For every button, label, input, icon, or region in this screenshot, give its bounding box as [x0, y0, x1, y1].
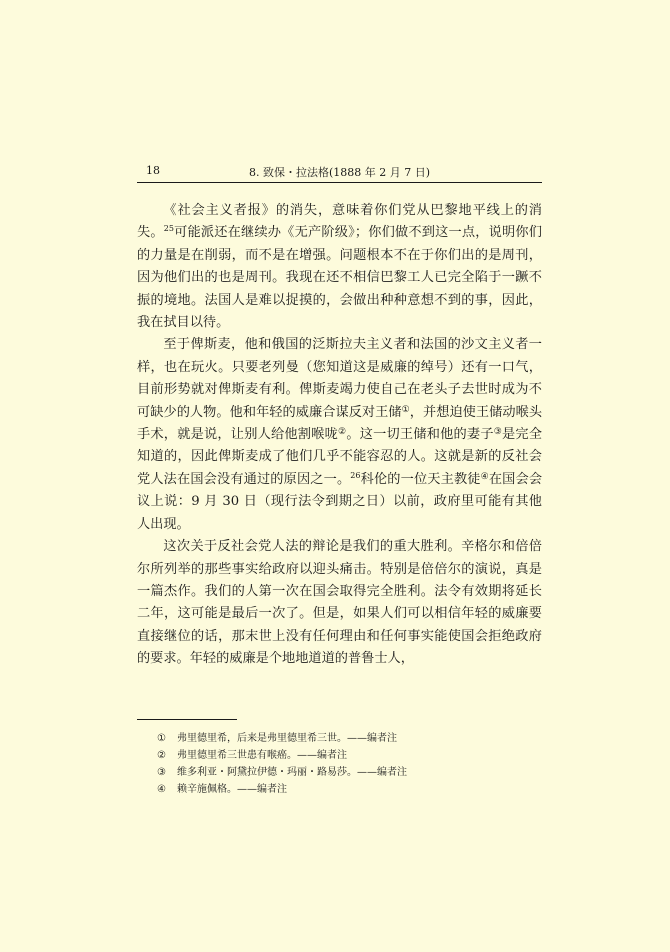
page-number: 18	[146, 164, 160, 177]
text-run: 《社会主义者报》的消失，意味着你们党从巴黎地平线上的消失。	[137, 203, 542, 241]
footnote-mark: ①	[157, 733, 166, 744]
footnotes	[157, 730, 537, 798]
body-paragraph	[137, 536, 542, 670]
footnote-ref: ③	[493, 427, 503, 438]
footnote-item	[157, 730, 537, 747]
footnote-text: 弗里德里希，后来是弗里德里希三世。——编者注	[177, 733, 397, 744]
text-run: 这次关于反社会党人法的辩论是我们的重大胜利。辛格尔和倍倍尔所列举的那些事实给政府以迎头痛击。特别是倍倍尔的演说，真是一篇杰作。我们的人第一次在国会取得完全胜利。法令有效期将延长二年，这可能是最后一次了。但是，如果人们可以相信年轻的威廉要直接继位的话，那末世上没有任何理由和任何事实能使国会拒绝政府的要求。年轻的威廉是个地地道道的普鲁士人，	[137, 539, 542, 667]
footnote-text: 弗里德里希三世患有喉癌。——编者注	[177, 750, 347, 761]
text-run: 科伦的一位天主教徒	[360, 471, 481, 487]
body-paragraph	[137, 200, 542, 334]
running-title: 8. 致保・拉法格(1888 年 2 月 7 日)	[248, 166, 431, 179]
endnote-ref: 26	[350, 470, 361, 480]
text-run: 在国会会议上说：9 月 30 日（现行法令到期之日）以前，政府里可能有其他人出现。	[137, 471, 543, 532]
text-run: ，并想迫使王储动喉头手术，就是说，让别人给他割喉咙	[137, 404, 543, 443]
letter-body	[137, 200, 542, 671]
running-header	[137, 164, 542, 183]
footnote-item	[157, 747, 537, 764]
text-run: 。这一切王储和他的妻子	[346, 427, 494, 443]
footnote-text: 赖辛施佩格。——编者注	[177, 784, 287, 795]
text-run: 是完全知道的，因此俾斯麦成了他们几乎不能容忍的人。这就是新的反社会党人法在国会没有通过的原因之一。	[137, 427, 543, 487]
text-run: 至于俾斯麦，他和俄国的泛斯拉夫主义者和法国的沙文主义者一样，也在玩火。只要老列曼（您知道这是威廉的绰号）还有一口气，目前形势就对俾斯麦有利。俾斯麦竭力使自己在老头子去世时成为不可缺少的人物。他和年轻的威廉合谋反对王储	[137, 337, 542, 420]
footnote-mark: ③	[157, 767, 166, 778]
footnote-mark: ②	[157, 750, 166, 761]
footnote-ref: ④	[480, 471, 489, 482]
footnote-item	[157, 781, 537, 798]
footnote-ref: ①	[401, 404, 410, 415]
footnote-ref: ②	[338, 427, 347, 438]
footnote-text: 维多利亚・阿黛拉伊德・玛丽・路易莎。——编者注	[177, 767, 407, 778]
footnote-item	[157, 764, 537, 781]
footnote-divider	[137, 719, 237, 720]
body-paragraph	[137, 334, 542, 536]
text-run: 可能派还在继续办《无产阶级》；你们做不到这一点，说明你们的力量是在削弱，而不是在增强。问题根本不在于你们出的是周刊，因为他们出的也是周刊。我现在还不相信巴黎工人已完全陷于一蹶不振的境地。法国人是难以捉摸的，会做出种种意想不到的事，因此，我在拭目以待。	[137, 225, 542, 331]
footnote-mark: ④	[157, 784, 166, 795]
endnote-ref: 25	[163, 224, 174, 234]
